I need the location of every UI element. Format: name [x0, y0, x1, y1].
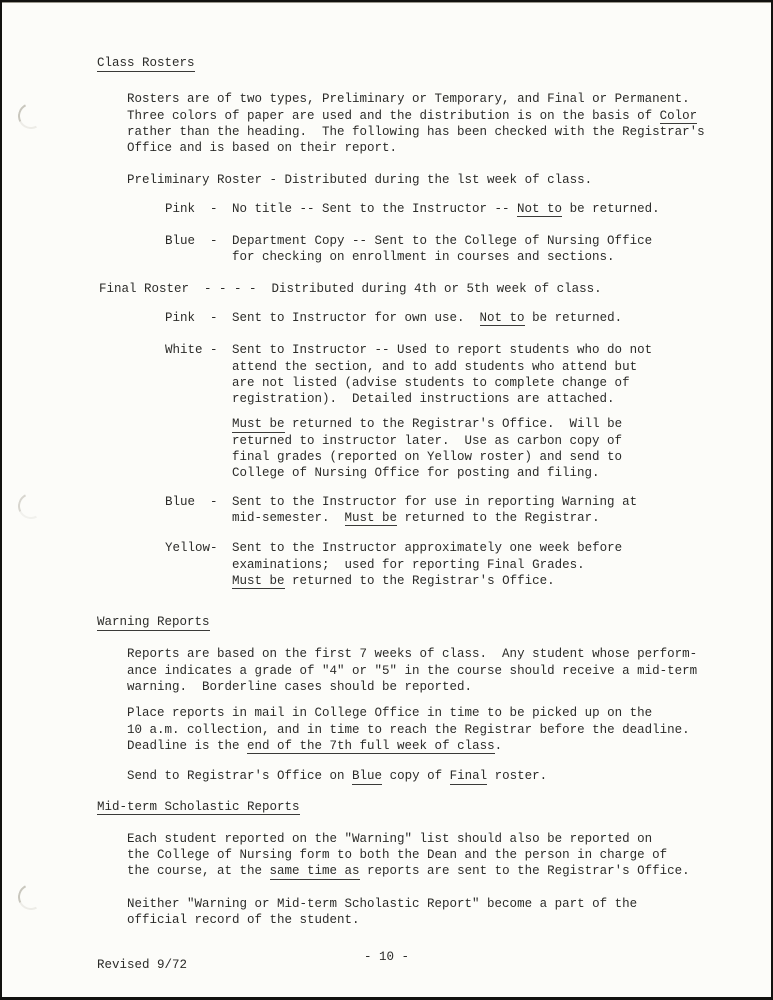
color-label: Blue: [165, 234, 196, 249]
entry-text: [232, 310, 743, 326]
entry-text: [232, 342, 743, 407]
text-segment: Preliminary Roster - Distributed during the lst week of class.: [127, 173, 593, 188]
text-line: [232, 433, 743, 449]
final-roster-line: [99, 281, 743, 297]
text-line: [232, 375, 743, 391]
text-line: [127, 679, 743, 695]
punch-hole-middle: [15, 490, 48, 523]
text-line: [127, 738, 743, 754]
text-line: [232, 310, 743, 326]
text-segment: the course, at the: [127, 864, 270, 879]
heading-midterm-reports: [97, 799, 743, 815]
text-line: [127, 847, 743, 863]
heading-text: Warning Reports: [97, 615, 210, 630]
text-segment: ance indicates a grade of "4" or "5" in the course should receive a mid-term: [127, 663, 698, 678]
page-number: - 10 -: [363, 950, 409, 964]
entry-text: [232, 494, 743, 527]
text-segment: .: [494, 738, 503, 753]
text-line: [232, 540, 743, 556]
heading-class-rosters: [97, 55, 743, 71]
dash-separator: -: [210, 343, 218, 358]
entry-text: [232, 540, 743, 589]
text-line: [232, 391, 743, 407]
text-segment: registration). Detailed instructions are attached.: [232, 392, 615, 407]
text-line: [232, 557, 743, 573]
preliminary-roster-line: [127, 172, 743, 188]
dash-separator: -: [210, 494, 218, 509]
text-segment: Sent to Instructor -- Used to report students who do not: [232, 343, 653, 358]
text-segment: Rosters are of two types, Preliminary or Temporary, and Final or Permanent.: [127, 92, 690, 107]
text-segment: Sent to the Instructor approximately one week before: [232, 541, 623, 556]
warning-send-line: [127, 768, 743, 784]
entry-final-blue: [165, 494, 743, 527]
text-segment: copy of: [382, 769, 450, 784]
text-line: [127, 722, 743, 738]
text-line: [232, 359, 743, 375]
midterm-paragraph-2: [127, 896, 743, 929]
text-segment: be returned.: [524, 310, 623, 325]
text-line: [127, 663, 743, 679]
underlined-segment: Not to: [479, 310, 525, 325]
text-line: [127, 140, 743, 156]
entry-final-pink: [165, 310, 743, 326]
color-label: White: [165, 343, 203, 358]
text-segment: the College of Nursing form to both the Dean and the person in charge of: [127, 848, 668, 863]
text-segment: Sent to the Instructor for use in reporting Warning at: [232, 494, 638, 509]
text-line: [127, 863, 743, 879]
text-segment: Office and is based on their report.: [127, 141, 398, 156]
entry-text: [232, 233, 743, 266]
text-segment: returned to instructor later. Use as carbon copy of: [232, 433, 623, 448]
text-segment: Deadline is the: [127, 738, 248, 753]
white-note-paragraph: [232, 416, 743, 481]
text-line: [127, 646, 743, 662]
underlined-segment: same time as: [269, 864, 360, 879]
text-line: [127, 91, 743, 107]
dash-separator: -: [210, 310, 218, 325]
entry-preliminary-pink: [165, 201, 743, 217]
text-segment: reports are sent to the Registrar's Office.: [359, 864, 690, 879]
text-segment: Reports are based on the first 7 weeks of class. Any student whose perform-: [127, 647, 698, 662]
text-segment: official record of the student.: [127, 912, 360, 927]
text-line: [127, 124, 743, 140]
text-segment: be returned.: [562, 201, 660, 216]
underlined-segment: Blue: [352, 769, 383, 784]
text-segment: rather than the heading. The following has been checked with the Registrar's: [127, 124, 705, 139]
underlined-segment: Must be: [232, 573, 285, 588]
text-line: [127, 896, 743, 912]
entry-preliminary-blue: [165, 233, 743, 266]
text-segment: returned to the Registrar's Office. Will be: [284, 417, 623, 432]
text-segment: mid-semester.: [232, 510, 345, 525]
warning-paragraph-2: [127, 705, 743, 754]
revised-date: Revised 9/72: [97, 958, 188, 972]
text-segment: Place reports in mail in College Office in time to be picked up on the: [127, 706, 653, 721]
dash-separator: -: [210, 201, 218, 216]
text-line: [232, 465, 743, 481]
punch-hole-bottom: [15, 881, 48, 914]
text-line: [232, 573, 743, 589]
heading-warning-reports: [97, 614, 743, 630]
underlined-segment: Final: [449, 769, 488, 784]
underlined-segment: end of the 7th full week of class: [247, 738, 495, 753]
text-segment: Send to Registrar's Office on: [127, 769, 353, 784]
midterm-paragraph-1: [127, 831, 743, 880]
entry-final-white: [165, 342, 743, 407]
text-segment: roster.: [487, 769, 548, 784]
text-segment: examinations; used for reporting Final Grades.: [232, 557, 585, 572]
text-segment: attend the section, and to add students who attend but: [232, 359, 638, 374]
text-segment: No title -- Sent to the Instructor --: [232, 201, 518, 216]
text-segment: returned to the Registrar's Office.: [284, 573, 555, 588]
underlined-segment: Must be: [232, 417, 285, 432]
document-page: [2, 2, 771, 997]
text-segment: returned to the Registrar.: [397, 510, 600, 525]
text-line: [232, 449, 743, 465]
text-line: [232, 416, 743, 432]
color-label: Pink: [165, 310, 196, 325]
text-segment: College of Nursing Office for posting and filing.: [232, 466, 600, 481]
warning-paragraph-1: [127, 646, 743, 695]
text-segment: Each student reported on the "Warning" list should also be reported on: [127, 831, 653, 846]
text-segment: Neither "Warning or Mid-term Scholastic Report" become a part of the: [127, 896, 638, 911]
text-line: [232, 249, 743, 265]
dash-separator: -: [210, 234, 218, 249]
underlined-segment: Must be: [344, 510, 398, 525]
text-line: [127, 108, 743, 124]
text-segment: 10 a.m. collection, and in time to reach the Registrar before the deadline.: [127, 722, 690, 737]
color-label: Blue: [165, 494, 196, 509]
text-line: [127, 912, 743, 928]
text-segment: Department Copy -- Sent to the College of Nursing Office: [232, 234, 653, 249]
text-segment: warning. Borderline cases should be reported.: [127, 680, 473, 695]
text-line: [232, 201, 743, 217]
text-line: [232, 342, 743, 358]
entry-text: [232, 201, 743, 217]
intro-paragraph: [127, 91, 743, 156]
text-segment: Final Roster - - - - Distributed during 4th or 5th week of class.: [99, 281, 602, 296]
text-line: [232, 510, 743, 526]
text-segment: Three colors of paper are used and the distribution is on the basis of: [127, 108, 660, 123]
text-segment: are not listed (advise students to complete change of: [232, 375, 630, 390]
heading-text: Class Rosters: [97, 56, 195, 70]
heading-text: Mid-term Scholastic Reports: [97, 799, 300, 814]
text-line: [232, 233, 743, 249]
text-line: [232, 494, 743, 510]
text-line: [127, 831, 743, 847]
punch-hole-top: [15, 100, 48, 133]
underlined-segment: Color: [659, 108, 698, 123]
dash-separator: -: [210, 541, 218, 556]
color-label: Pink: [165, 201, 196, 216]
text-segment: Sent to Instructor for own use.: [232, 310, 480, 325]
text-segment: final grades (reported on Yellow roster) and send to: [232, 450, 623, 465]
text-segment: for checking on enrollment in courses and sections.: [232, 250, 615, 265]
entry-final-yellow: [165, 540, 743, 589]
underlined-segment: Not to: [517, 201, 563, 216]
color-label: Yellow: [165, 541, 211, 556]
text-line: [127, 705, 743, 721]
